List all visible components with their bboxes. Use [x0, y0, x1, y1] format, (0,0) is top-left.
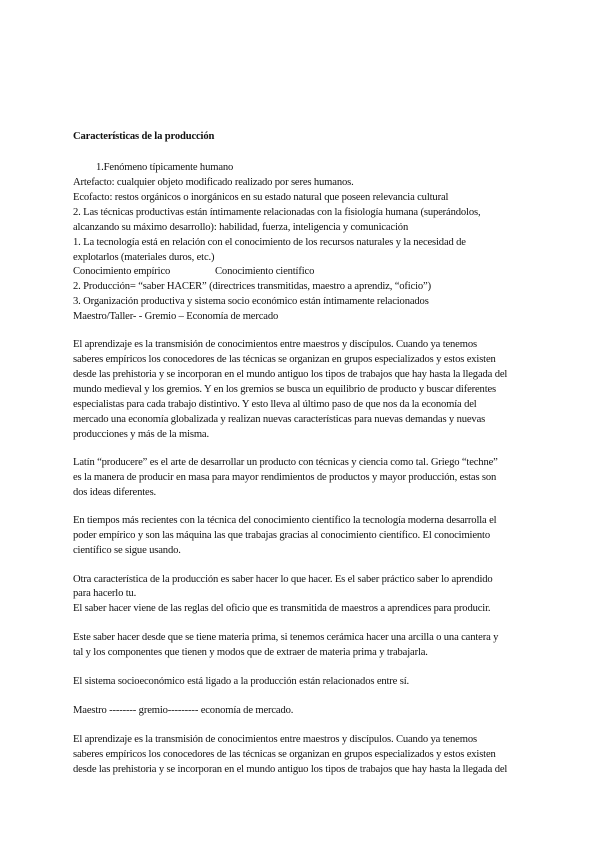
maestro-taller-line: Maestro/Taller- - Gremio – Economía de mercado — [73, 311, 279, 322]
paragraph-line: científico se sigue usando. — [73, 545, 181, 556]
paragraph-line: mercado una economía globalizada y realizan nuevas características para nuevas demandas y nuevas — [73, 414, 486, 425]
paragraph-line: saberes empíricos los conocedores de las técnicas se organizan en grupos especializados y estos existen — [73, 354, 496, 365]
list-item-tecnologia-cont: explotarlos (materiales duros, etc.) — [73, 252, 215, 263]
paragraph-line: saberes empíricos los conocedores de las técnicas se organizan en grupos especializados y estos existen — [73, 749, 496, 760]
list-item-organizacion: 3. Organización productiva y sistema socio económico están íntimamente relacionados — [73, 296, 429, 307]
paragraph-line: poder empírico y son las máquina las que trabajas gracias al conocimiento científico. El conocimiento — [73, 530, 490, 541]
label-conocimiento-empirico: Conocimiento empírico — [73, 266, 171, 277]
paragraph-line: desde las prehistoria y se incorporan en el mundo antiguo los tipos de trabajos que hay hasta la llegada del — [73, 764, 508, 775]
paragraph-line: El saber hacer viene de las reglas del oficio que es transmitida de maestros a aprendices para producir. — [73, 603, 491, 614]
paragraph-line: producciones y más de la misma. — [73, 429, 209, 440]
paragraph-line: Otra característica de la producción es saber hacer lo que hacer. Es el saber práctico saber lo aprendido — [73, 574, 493, 585]
paragraph-line: es la manera de producir en masa para mayor rendimientos de productos y mayor producción, estas son — [73, 472, 497, 483]
list-item-fenomeno: 1.Fenómeno típicamente humano — [96, 162, 234, 173]
paragraph-line: El aprendizaje es la transmisión de conocimientos entre maestros y discípulos. Cuando ya tenemos — [73, 734, 477, 745]
paragraph-line: desde las prehistoria y se incorporan en el mundo antiguo los tipos de trabajos que hay hasta la llegada del — [73, 369, 508, 380]
list-item-produccion: 2. Producción= “saber HACER” (directrices transmitidas, maestro a aprendiz, “oficio”) — [73, 281, 431, 292]
list-item-tecnicas-cont: alcanzando su máximo desarrollo): habilidad, fuerza, inteligencia y comunicación — [73, 222, 409, 233]
paragraph-line: El aprendizaje es la transmisión de conocimientos entre maestros y discípulos. Cuando ya tenemos — [73, 339, 477, 350]
paragraph-line: Latín “producere” es el arte de desarrollar un producto con técnicas y ciencia como tal. Griego “techne” — [73, 457, 498, 468]
list-item-tecnicas: 2. Las técnicas productivas están íntimamente relacionadas con la fisiología humana (superándolos, — [73, 207, 481, 218]
definition-ecofacto: Ecofacto: restos orgánicos o inorgánicos en su estado natural que poseen relevancia cultural — [73, 192, 449, 203]
paragraph-line: Maestro -------- gremio--------- economía de mercado. — [73, 705, 294, 716]
paragraph-line: especialistas para cada trabajo distintivo. Y esto lleva al último paso de que nos da la economía del — [73, 399, 477, 410]
paragraph-line: tal y los componentes que tienen y modos que de extraer de materia prima y trabajarla. — [73, 647, 428, 658]
paragraph-line: mundo medieval y los gremios. Y en los gremios se busca un equilibrio de producto y buscar diferentes — [73, 384, 497, 395]
paragraph-line: para hacerlo tu. — [73, 588, 137, 599]
paragraph-line: dos ideas diferentes. — [73, 487, 157, 498]
paragraph-line: El sistema socioeconómico está ligado a la producción están relacionados entre sí. — [73, 676, 410, 687]
definition-artefacto: Artefacto: cualquier objeto modificado realizado por seres humanos. — [73, 177, 354, 188]
label-conocimiento-cientifico: Conocimiento científico — [215, 266, 315, 277]
paragraph-line: En tiempos más recientes con la técnica del conocimiento científico la tecnología moderna desarrolla el — [73, 515, 497, 526]
page-title: Características de la producción — [73, 131, 215, 142]
paragraph-line: Este saber hacer desde que se tiene materia prima, si tenemos cerámica hacer una arcilla o una cantera y — [73, 632, 499, 643]
list-item-tecnologia: 1. La tecnología está en relación con el conocimiento de los recursos naturales y la necesidad de — [73, 237, 466, 248]
